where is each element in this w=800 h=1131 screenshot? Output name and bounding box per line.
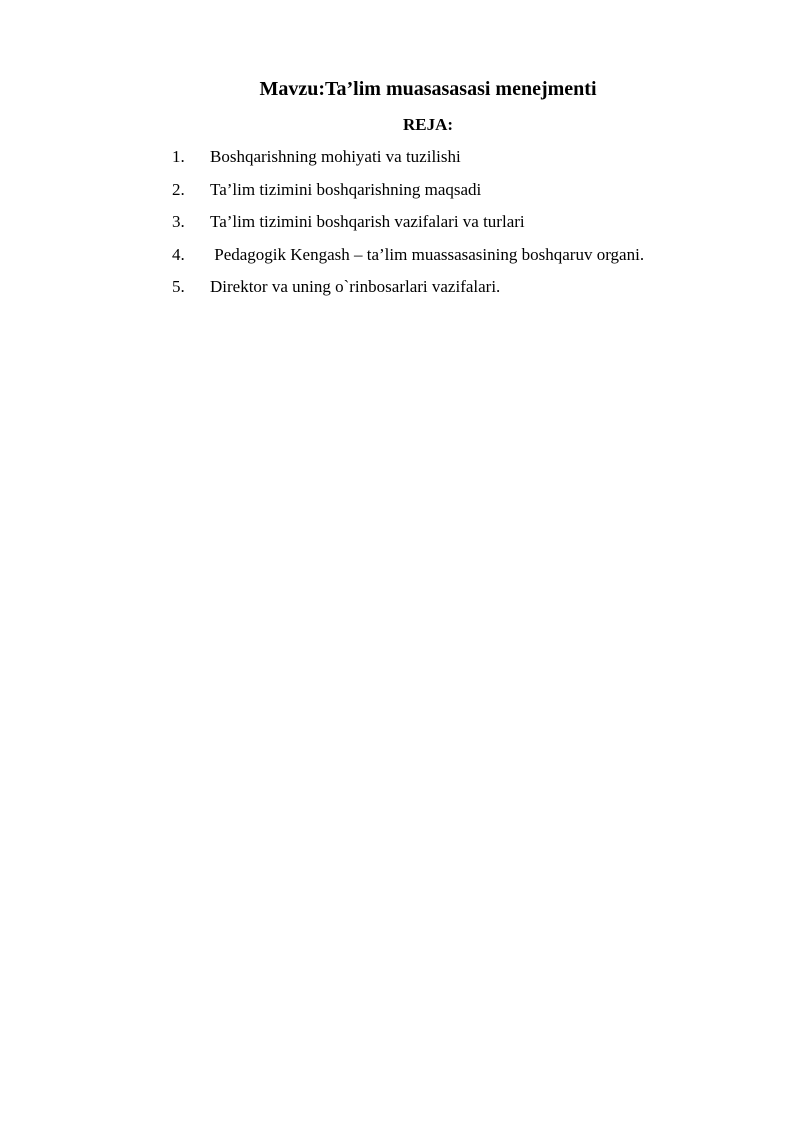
plan-heading: REJA: bbox=[402, 115, 454, 134]
plan-item bbox=[172, 276, 772, 309]
plan-item-number: 1. bbox=[172, 147, 185, 166]
plan-item-number: 2. bbox=[172, 179, 185, 199]
plan-item-text: Direktor va uning o`rinbosarlari vazifalari. bbox=[210, 277, 501, 296]
document-title: Mavzu:Ta’lim muasasasasi menejmenti bbox=[259, 78, 597, 100]
plan-item-number: 3. bbox=[172, 212, 185, 231]
plan-item bbox=[172, 211, 772, 244]
plan-list bbox=[172, 146, 772, 309]
plan-item-text: Pedagogik Kengash – ta’lim muassasasining boshqaruv organi. bbox=[210, 244, 645, 264]
plan-item bbox=[172, 146, 772, 179]
plan-item-number: 5. bbox=[172, 277, 185, 296]
plan-item bbox=[172, 244, 772, 277]
plan-item-text: Ta’lim tizimini boshqarishning maqsadi bbox=[210, 179, 482, 199]
plan-item bbox=[172, 179, 772, 212]
plan-item-number: 4. bbox=[172, 244, 185, 264]
plan-item-text: Ta’lim tizimini boshqarish vazifalari va turlari bbox=[210, 212, 525, 231]
plan-item-text: Boshqarishning mohiyati va tuzilishi bbox=[210, 147, 461, 166]
